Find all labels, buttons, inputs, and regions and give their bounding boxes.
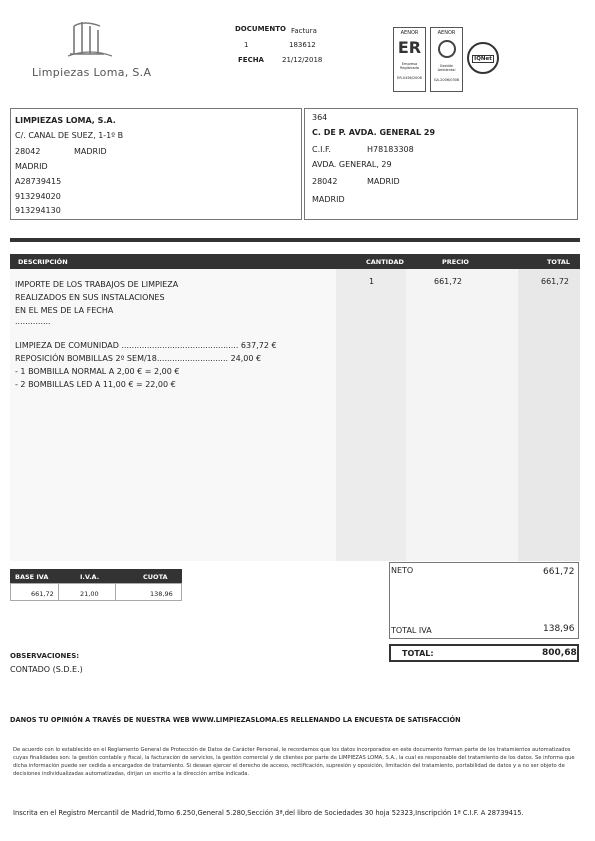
header-descripcion: DESCRIPCIÓN [18,258,68,266]
client-province: MADRID [312,195,345,204]
document-number-label: 1 [244,41,249,49]
line-7: REPOSICIÓN BOMBILLAS 2º SEM/18............................ 24,00 € [15,354,262,363]
client-code: 364 [312,113,328,122]
aenor-er-letters: ER [397,38,422,57]
iva-header-iva: I.V.A. [80,573,100,581]
aenor-label-2: AENOR [437,30,456,36]
client-cif: H78183308 [367,145,414,154]
issuer-name: LIMPIEZAS LOMA, S.A. [15,116,116,125]
aenor-label: AENOR [400,30,419,36]
line-description [15,278,277,391]
fecha-label: FECHA [238,56,264,64]
registry-text: Inscrita en el Registro Mercantil de Madrid,Tomo 6.250,General 5.280,Sección 3ª,del libro de Sociedades 30 hoja 52323,Inscripción 1ª C.I.F. A 28739415. [13,809,524,817]
precio-column-shade [406,269,518,561]
issuer-cif: A28739415 [15,177,62,186]
total-column-shade [518,269,580,561]
ga-circle-icon [438,40,456,58]
grand-total-label: TOTAL: [402,649,434,658]
header-cantidad: CANTIDAD [366,258,404,266]
line-5 [15,327,277,339]
iqnet-seal [467,42,499,74]
client-name: C. DE P. AVDA. GENERAL 29 [312,128,436,137]
aenor-er-seal [393,27,426,92]
client-cif-label: C.I.F. [312,145,331,154]
legal-notice: De acuerdo con lo establecido en el Reglamento General de Protección de Datos de Carácter Personal, le recordamos que los datos incorporados en este documento forman parte de los tratamientos automatizados cuyas finalidades son: la gestión contable y fiscal, la facturación de servicios, la gestión comercial y de clientes por parte de LIMPIEZAS LOMA, S.A., la cual es responsable del tratamiento de los datos. Se informa que dicha información puede ser cedida a encargados de tratamiento. Si desean ejercer el derecho de acceso, rectificación, supresión y oposición, limitación del tratamiento, portabilidad de datos y a no ser objeto de decisiones individualizadas automatizadas, dirijan un escrito a la dirección arriba indicada. [13,747,575,778]
issuer-province: MADRID [15,162,48,171]
logo-company-name: Limpiezas Loma, S.A [32,66,152,79]
line-1: IMPORTE DE LOS TRABAJOS DE LIMPIEZA [15,280,179,289]
line-4: .............. [15,317,51,326]
aenor-ga-sub: Gestión Ambiental [437,64,456,72]
aenor-ga-code: GA-2006/0308 [433,78,460,82]
line-2: REALIZADOS EN SUS INSTALACIONES [15,293,165,302]
iqnet-label: IQNet [474,56,492,62]
observaciones-value: CONTADO (S.D.E.) [10,665,83,674]
survey-text: DANOS TU OPINIÓN A TRAVÉS DE NUESTRA WEB WWW.LIMPIEZASLOMA.ES RELLENANDO LA ENCUESTA DE SATISFACCIÓN [10,716,461,724]
aenor-ga-seal [430,27,463,92]
line-cantidad: 1 [369,277,375,286]
iva-base-value: 661,72 [31,590,54,598]
line-9: - 2 BOMBILLAS LED A 11,00 € = 22,00 € [15,380,176,389]
header-precio: PRECIO [442,258,469,266]
fecha-value: 21/12/2018 [282,56,323,64]
documento-value: Factura [291,27,317,35]
grand-total-value: 800,68 [542,648,577,658]
iva-divider-1 [58,583,59,601]
issuer-phone: 913294020 [15,192,61,201]
iva-divider-2 [115,583,116,601]
cantidad-column-shade [336,269,406,561]
total-iva-label: TOTAL IVA [391,626,432,635]
issuer-address: C/. CANAL DE SUEZ, 1-1º B [15,131,124,140]
line-precio: 661,72 [434,277,462,286]
aenor-er-sub: Empresa Registrada [400,62,419,70]
issuer-postal: 28042 [15,147,41,156]
iva-header-base: BASE IVA [15,573,49,581]
documento-label: DOCUMENTO [235,25,286,33]
line-8: - 1 BOMBILLA NORMAL A 2,00 € = 2,00 € [15,367,180,376]
issuer-fax: 913294130 [15,206,61,215]
line-total: 661,72 [541,277,569,286]
client-postal: 28042 [312,177,338,186]
client-address: AVDA. GENERAL, 29 [312,160,392,169]
observaciones-label: OBSERVACIONES: [10,652,80,660]
company-logo [60,18,120,58]
table-top-rule [10,238,580,242]
total-iva-value: 138,96 [543,624,575,634]
issuer-city: MADRID [74,147,107,156]
iva-header-cuota: CUOTA [143,573,168,581]
line-3: EN EL MES DE LA FECHA [15,306,114,315]
aenor-er-code: ER-0456/2006 [397,76,422,80]
iva-cuota-value: 138,96 [150,590,173,598]
neto-value: 661,72 [543,567,575,577]
neto-label: NETO [391,566,414,575]
client-city: MADRID [367,177,400,186]
document-number: 183612 [289,41,316,49]
line-6: LIMPIEZA DE COMUNIDAD .............................................. 637,72 € [15,341,277,350]
table-header-bar [10,254,580,269]
header-total: TOTAL [547,258,571,266]
iva-rate-value: 21,00 [80,590,99,598]
